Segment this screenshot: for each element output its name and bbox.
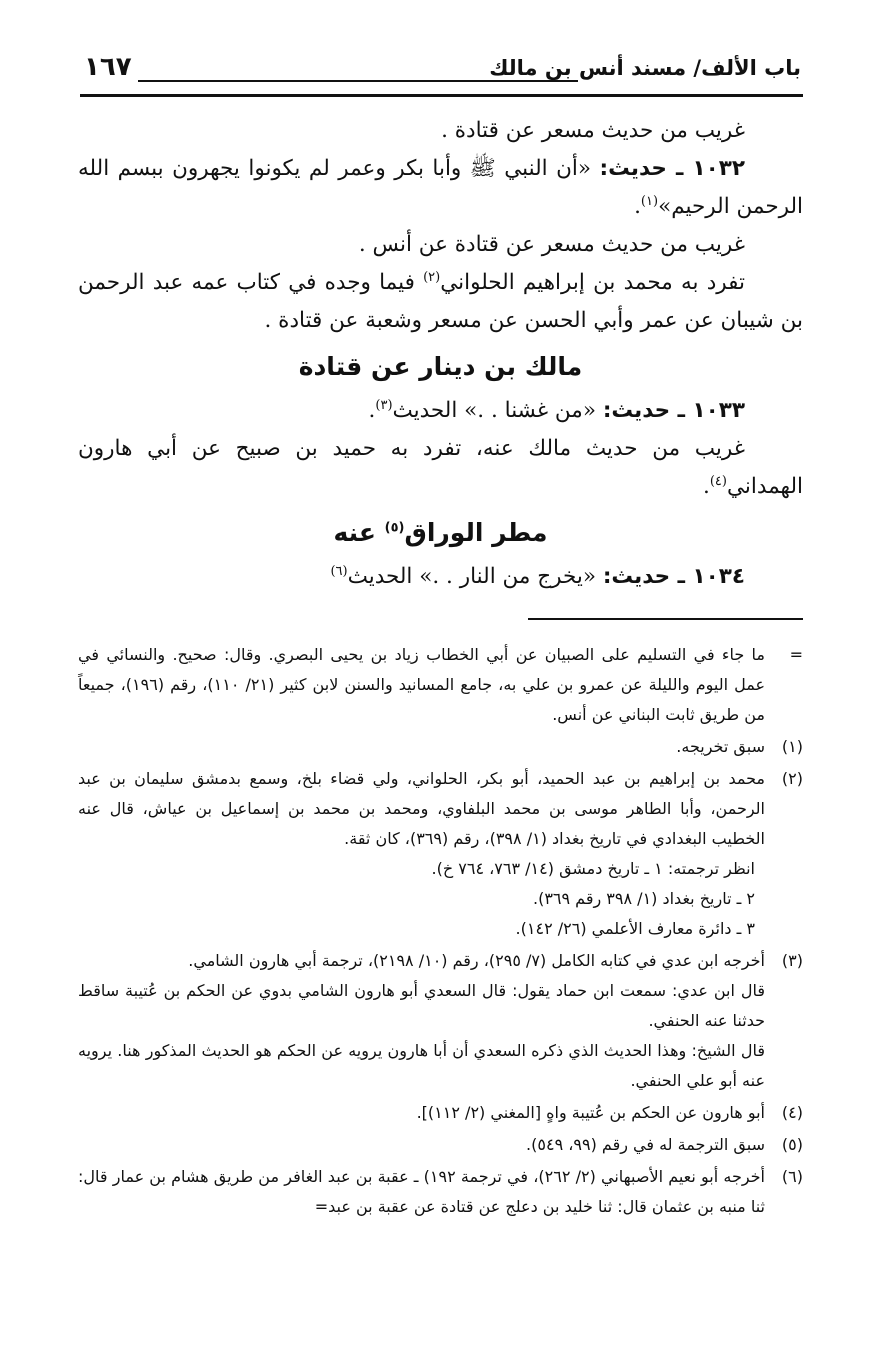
footnote-text: سبق تخريجه. bbox=[676, 737, 765, 756]
hadith-entry bbox=[78, 150, 803, 226]
text-tail: . bbox=[634, 194, 641, 219]
hadith-number: ١٠٣٢ ـ حديث: bbox=[599, 156, 745, 181]
heading-text: مالك بن دينار عن قتادة bbox=[298, 352, 583, 381]
footnote-number: (٢) bbox=[781, 769, 803, 788]
paragraph-text: غريب من حديث مسعر عن قتادة . bbox=[441, 118, 745, 143]
heading-text: مطر الوراق bbox=[404, 518, 548, 547]
paragraph-text: غريب من حديث مسعر عن قتادة عن أنس . bbox=[358, 232, 745, 257]
footnote-number: (٣) bbox=[781, 951, 803, 970]
footnote-ref: (٥) bbox=[384, 520, 405, 536]
footnotes bbox=[78, 640, 803, 1222]
paragraph bbox=[78, 264, 803, 340]
footnote-number: (٥) bbox=[781, 1135, 803, 1154]
footnote-ref: (١) bbox=[640, 193, 659, 209]
paragraph bbox=[78, 430, 803, 506]
footnote-text: أبو هارون عن الحكم بن عُتيبة واهٍ [المغني (٢/ ١١٢)]. bbox=[416, 1103, 765, 1122]
footnote-text: قال الشيخ: وهذا الحديث الذي ذكره السعدي أن أبا هارون يرويه عن الحكم هو الحديث المذكور هنا. يرويه عنه أبو علي الحنفي. bbox=[78, 1041, 765, 1090]
footnote-body bbox=[78, 946, 773, 1096]
text-blocks bbox=[78, 112, 803, 596]
footnote-number: (١) bbox=[781, 737, 803, 756]
footnote bbox=[78, 640, 803, 730]
text-tail: . bbox=[702, 474, 710, 499]
paragraph-text: «من غشنا . .» الحديث bbox=[392, 398, 596, 423]
section-heading bbox=[78, 513, 803, 553]
footnote-text: أخرجه ابن عدي في كتابه الكامل (٧/ ٢٩٥)، رقم (١٠/ ٢١٩٨)، ترجمة أبي هارون الشامي. bbox=[188, 951, 765, 970]
footnote-body bbox=[78, 732, 773, 762]
paragraph bbox=[78, 112, 803, 150]
footnote-text: محمد بن إبراهيم بن عبد الحميد، أبو بكر، الحلواني، ولي قضاء بلخ، وسمع بدمشق سليمان بن عبد الرحمن، وأبا الطاهر موسى بن محمد البلفاوي، ومحمد بن محمد بن إسماعيل بن عياش، قال عنه الخطيب البغدادي في تاريخ بغداد (١/ ٣٩٨)، رقم (٣٦٩)، كان ثقة. bbox=[78, 769, 765, 848]
footnote bbox=[78, 1130, 803, 1160]
text-tail: عنه bbox=[333, 518, 385, 547]
main-text bbox=[78, 112, 803, 1224]
footnote-text: قال ابن عدي: سمعت ابن حماد يقول: قال السعدي أبو هارون الشامي بدوي عن الحكم بن عُتيبة ساقط حدثنا عنه الحنفي. bbox=[78, 981, 765, 1030]
footnote-body bbox=[78, 1162, 773, 1222]
footnote-body bbox=[78, 1130, 773, 1160]
paragraph-text: «يخرج من النار . .» الحديث bbox=[347, 564, 596, 589]
header-leader-line bbox=[138, 80, 578, 82]
footnote-ref: (٦) bbox=[330, 563, 348, 579]
footnote bbox=[78, 946, 803, 1096]
hadith-entry bbox=[78, 558, 803, 596]
text-tail: . bbox=[368, 398, 376, 423]
footnote-body bbox=[78, 1098, 773, 1128]
page-number: ١٦٧ bbox=[84, 52, 132, 82]
hadith-number: ١٠٣٣ ـ حديث: bbox=[602, 398, 745, 423]
footnote-ref: (٣) bbox=[375, 397, 393, 413]
footnote-separator bbox=[528, 618, 803, 620]
footnote-number: (٤) bbox=[781, 1103, 803, 1122]
footnote-body bbox=[78, 640, 773, 730]
footnote bbox=[78, 1162, 803, 1222]
footnote-ref: (٤) bbox=[709, 473, 727, 489]
hadith-number: ١٠٣٤ ـ حديث: bbox=[602, 564, 745, 589]
footnote bbox=[78, 764, 803, 944]
footnote-body bbox=[78, 764, 773, 944]
footnote-number: (٦) bbox=[781, 1167, 803, 1186]
hadith-entry bbox=[78, 392, 803, 430]
footnote-text: سبق الترجمة له في رقم (٩٩، ٥٤٩). bbox=[526, 1135, 765, 1154]
footnote-text: ما جاء في التسليم على الصبيان عن أبي الخطاب زياد بن يحيى البصري. وقال: صحيح. والنسائي في عمل اليوم والليلة عن عمرو بن علي به، جامع المسانيد والسنن لابن كثير (٢١/ ١١٠)، رقم (١٩٦)، جميعاً من طريق ثابت البناني عن أنس. bbox=[78, 645, 766, 724]
footnote bbox=[78, 1098, 803, 1128]
footnote-sub-item: ٣ ـ دائرة معارف الأعلمي (٢٦/ ١٤٢). bbox=[515, 919, 755, 938]
paragraph bbox=[78, 226, 803, 264]
section-heading bbox=[78, 347, 803, 387]
footnote-ref: (٢) bbox=[423, 269, 441, 285]
paragraph-text: «أن النبي ﷺ وأبا بكر وعمر لم يكونوا يجهرون ببسم الله الرحمن الرحيم» bbox=[78, 156, 803, 219]
footnote-sub-item: ٢ ـ تاريخ بغداد (١/ ٣٩٨ رقم ٣٦٩). bbox=[532, 889, 755, 908]
header-rule bbox=[80, 94, 803, 97]
footnote-sub-item: انظر ترجمته: ١ ـ تاريخ دمشق (١٤/ ٧٦٣، ٧٦٤ خ). bbox=[431, 859, 755, 878]
footnote-number: = bbox=[789, 645, 803, 664]
text-tail: فيما وجده في كتاب عمه عبد الرحمن بن شيبان عن عمر وأبي الحسن عن مسعر وشعبة عن قتادة . bbox=[78, 270, 803, 333]
paragraph-text: تفرد به محمد بن إبراهيم الحلواني bbox=[440, 270, 745, 295]
footnote-text: أخرجه أبو نعيم الأصبهاني (٢/ ٢٦٢)، في ترجمة ١٩٢) ـ عقبة بن عبد الغافر من طريق هشام بن عمار قال: ثنا منبه بن عثمان قال: ثنا خليد بن دعلج عن قتادة عن عقبة بن عبد= bbox=[78, 1167, 766, 1216]
footnote bbox=[78, 732, 803, 762]
paragraph-text: غريب من حديث مالك عنه، تفرد به حميد بن صبيح عن أبي هارون الهمداني bbox=[78, 436, 803, 499]
running-header-title: باب الألف/ مسند أنس بن مالك bbox=[489, 56, 801, 80]
